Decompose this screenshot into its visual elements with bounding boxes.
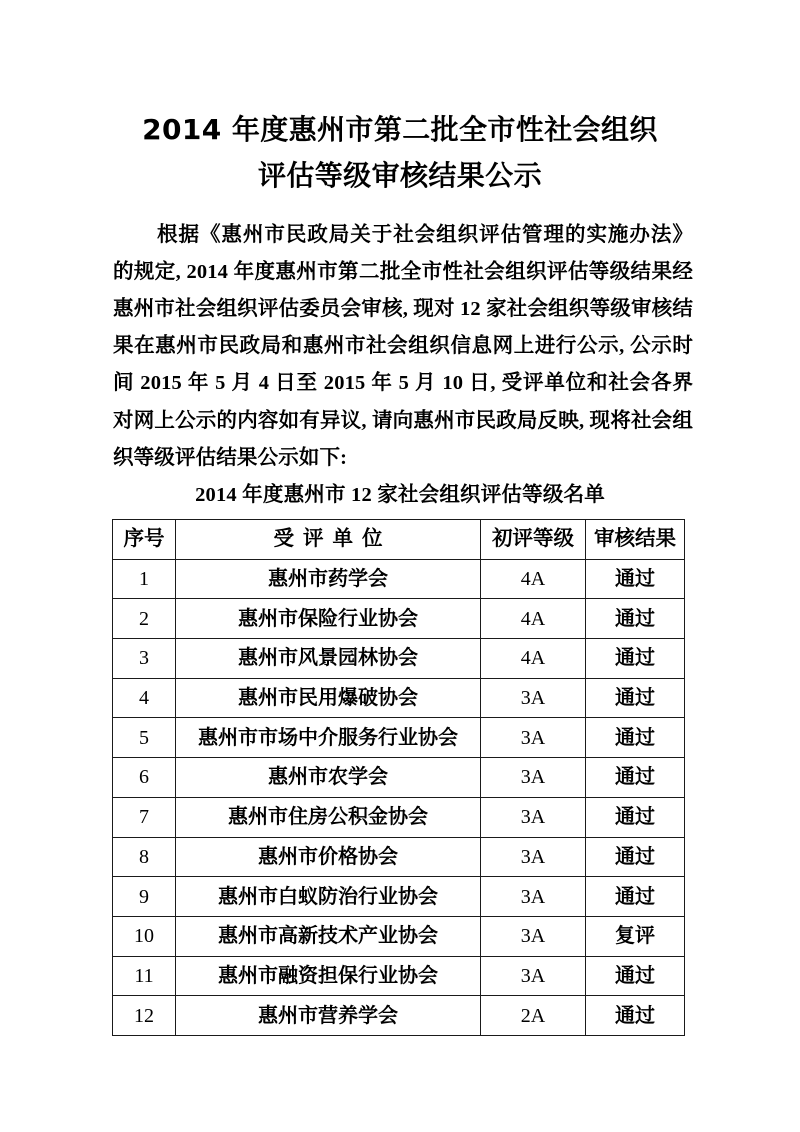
table-header-row <box>113 520 685 560</box>
row-result: 通过 <box>586 599 685 639</box>
column-header-result: 审核结果 <box>586 520 685 560</box>
row-grade: 3A <box>481 718 586 758</box>
row-result: 通过 <box>586 678 685 718</box>
row-grade: 3A <box>481 916 586 956</box>
row-grade: 3A <box>481 956 586 996</box>
row-unit: 惠州市民用爆破协会 <box>176 678 481 718</box>
row-result: 通过 <box>586 559 685 599</box>
table-row <box>113 916 685 956</box>
row-grade: 4A <box>481 639 586 679</box>
row-unit: 惠州市价格协会 <box>176 837 481 877</box>
evaluation-results-table <box>112 519 685 1036</box>
row-result: 通过 <box>586 956 685 996</box>
row-unit: 惠州市风景园林协会 <box>176 639 481 679</box>
table-caption: 2014 年度惠州市 12 家社会组织评估等级名单 <box>195 484 605 506</box>
table-row <box>113 877 685 917</box>
row-result: 通过 <box>586 758 685 798</box>
table-body <box>113 559 685 1035</box>
row-unit: 惠州市市场中介服务行业协会 <box>176 718 481 758</box>
row-grade: 2A <box>481 996 586 1036</box>
table-row <box>113 678 685 718</box>
row-result: 通过 <box>586 996 685 1036</box>
column-header-grade: 初评等级 <box>481 520 586 560</box>
row-grade: 3A <box>481 758 586 798</box>
page-title <box>0 107 800 199</box>
row-result: 通过 <box>586 837 685 877</box>
row-grade: 3A <box>481 678 586 718</box>
table-row <box>113 718 685 758</box>
row-unit: 惠州市农学会 <box>176 758 481 798</box>
row-unit: 惠州市融资担保行业协会 <box>176 956 481 996</box>
column-header-no: 序号 <box>113 520 176 560</box>
row-no: 1 <box>113 559 176 599</box>
row-unit: 惠州市住房公积金协会 <box>176 797 481 837</box>
table-row <box>113 559 685 599</box>
table-row <box>113 996 685 1036</box>
page-title-line-1: 2014 年度惠州市第二批全市性社会组织 <box>142 112 658 146</box>
row-grade: 3A <box>481 837 586 877</box>
row-result: 通过 <box>586 718 685 758</box>
row-no: 7 <box>113 797 176 837</box>
column-header-unit: 受评单位 <box>176 520 481 560</box>
row-no: 2 <box>113 599 176 639</box>
row-no: 6 <box>113 758 176 798</box>
row-no: 10 <box>113 916 176 956</box>
row-no: 12 <box>113 996 176 1036</box>
table-row <box>113 639 685 679</box>
notice-body-paragraph: 根据《惠州市民政局关于社会组织评估管理的实施办法》的规定, 2014 年度惠州市第二批全市性社会组织评估等级结果经惠州市社会组织评估委员会审核, 现对 12 家社会组织等级审核结果在惠州市民政局和惠州市社会组织信息网上进行公示, 公示时间 2015 年 5 月 4 日至 2015 年 5 月 10 日, 受评单位和社会各界对网上公示的内容如有异议, 请向惠州市民政局反映, 现将社会组织等级评估结果公示如下: <box>113 223 693 469</box>
row-no: 9 <box>113 877 176 917</box>
row-unit: 惠州市营养学会 <box>176 996 481 1036</box>
row-no: 5 <box>113 718 176 758</box>
row-result: 通过 <box>586 797 685 837</box>
row-no: 3 <box>113 639 176 679</box>
page-title-line-2: 评估等级审核结果公示 <box>257 158 542 192</box>
table-row <box>113 956 685 996</box>
row-no: 11 <box>113 956 176 996</box>
table-row <box>113 797 685 837</box>
row-unit: 惠州市高新技术产业协会 <box>176 916 481 956</box>
table-row <box>113 599 685 639</box>
row-no: 4 <box>113 678 176 718</box>
row-result: 通过 <box>586 639 685 679</box>
row-unit: 惠州市白蚁防治行业协会 <box>176 877 481 917</box>
table-row <box>113 837 685 877</box>
row-grade: 3A <box>481 797 586 837</box>
row-result: 复评 <box>586 916 685 956</box>
row-grade: 3A <box>481 877 586 917</box>
row-no: 8 <box>113 837 176 877</box>
row-grade: 4A <box>481 559 586 599</box>
row-grade: 4A <box>481 599 586 639</box>
table-row <box>113 758 685 798</box>
row-unit: 惠州市保险行业协会 <box>176 599 481 639</box>
row-unit: 惠州市药学会 <box>176 559 481 599</box>
row-result: 通过 <box>586 877 685 917</box>
